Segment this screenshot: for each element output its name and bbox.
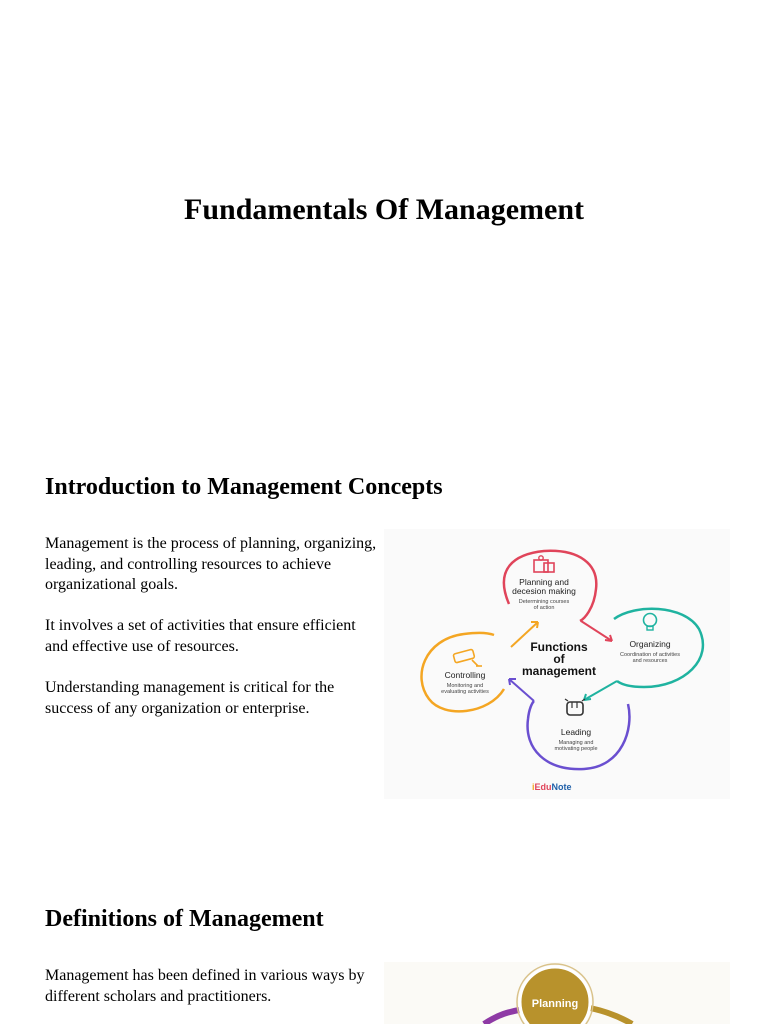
definitions-right-arc	[590, 1008, 632, 1024]
functions-of-management-diagram	[384, 529, 730, 799]
planning-node-label: Planning	[531, 998, 579, 1010]
organizing-desc-2: and resources	[632, 658, 668, 664]
definitions-paragraph-1: Management has been defined in various ways by different scholars and practitioners.	[45, 967, 365, 1005]
cctv-camera-icon	[453, 649, 482, 666]
planning-desc-1: Determining courses	[518, 599, 570, 605]
leading-desc-2: motivating people	[554, 746, 598, 752]
intro-paragraph-2: It involves a set of activities that ensure efficient and effective use of resources.	[45, 617, 356, 655]
puzzle-icon	[534, 556, 554, 572]
center-line-1: Functions	[530, 640, 588, 654]
fist-icon	[565, 699, 585, 715]
leading-to-controlling-arrow	[509, 679, 534, 701]
controlling-desc-1: Monitoring and	[446, 683, 484, 689]
center-line-3: management	[521, 664, 597, 678]
planning-title-2: decesion making	[512, 586, 576, 596]
planning-node	[520, 967, 590, 1024]
intro-heading: Introduction to Management Concepts	[45, 474, 443, 500]
edunote-logo: iEduNote	[532, 782, 572, 792]
controlling-title: Controlling	[444, 670, 486, 680]
planning-title-1: Planning and	[519, 577, 569, 587]
controlling-desc-2: evaluating activities	[441, 689, 489, 695]
intro-paragraph-3: Understanding management is critical for the success of any organization or enterprise.	[45, 679, 335, 717]
page-title: Fundamentals Of Management	[184, 193, 584, 226]
organizing-to-leading-arrow	[584, 681, 617, 700]
organizing-title: Organizing	[629, 639, 671, 649]
center-line-2: of	[553, 652, 565, 666]
definitions-heading: Definitions of Management	[45, 906, 324, 932]
leading-title: Leading	[560, 727, 592, 737]
lightbulb-icon	[644, 614, 657, 631]
intro-paragraph-1: Management is the process of planning, organizing, leading, and controlling resources to achieve organizational goals.	[45, 535, 377, 593]
definitions-diagram	[384, 962, 730, 1024]
planning-desc-2: of action	[533, 605, 555, 611]
leading-desc-1: Managing and	[558, 740, 594, 746]
definitions-left-arc	[484, 1010, 519, 1024]
organizing-desc-1: Coordination of activities	[620, 652, 680, 658]
planning-to-organizing-arrow	[581, 621, 612, 641]
